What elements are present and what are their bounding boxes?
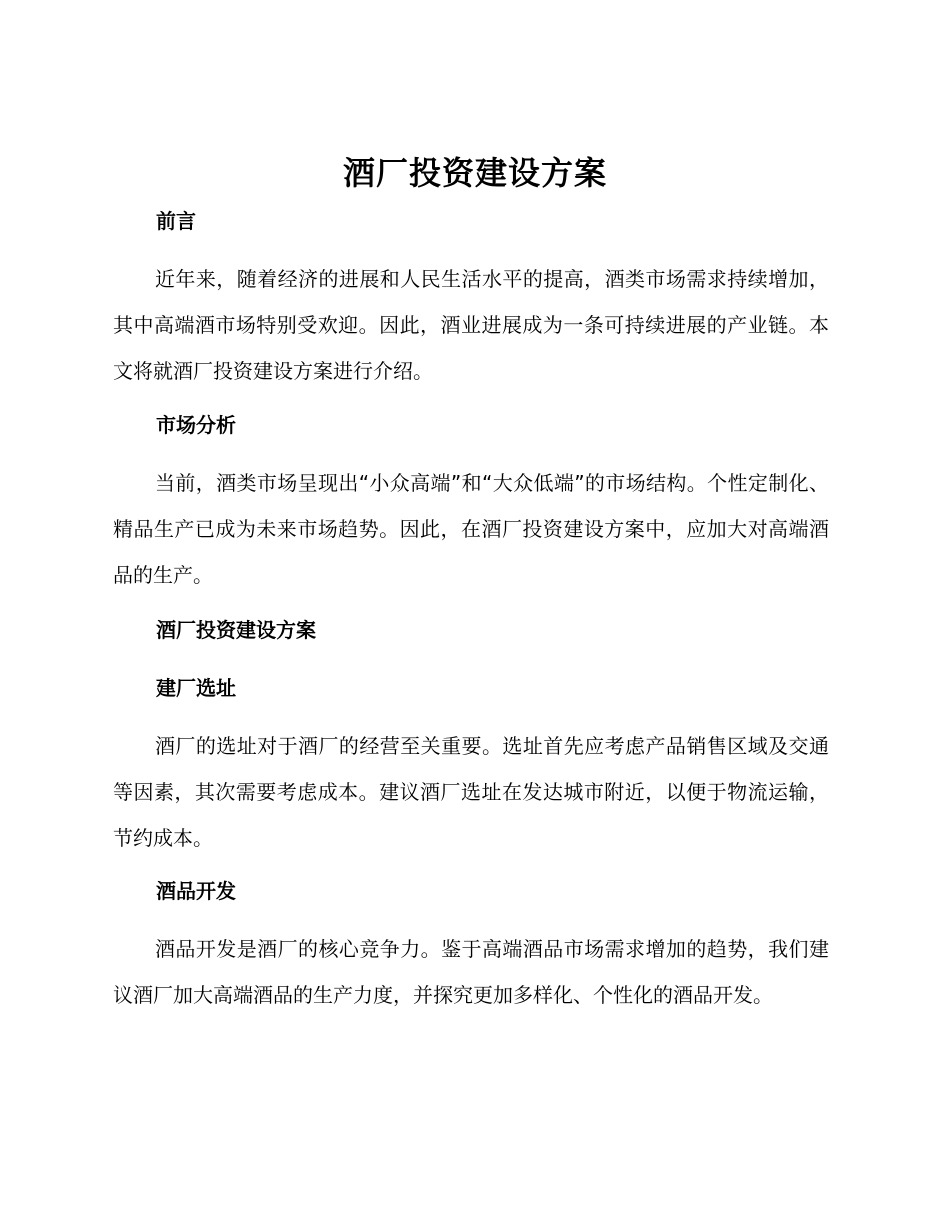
section-paragraph-product-development: 酒品开发是酒厂的核心竞争力。鉴于高端酒品市场需求增加的趋势，我们建议酒厂加大高端酒品的生产力度，并探究更加多样化、个性化的酒品开发。 bbox=[113, 937, 829, 1007]
section-heading-preface: 前言 bbox=[156, 209, 196, 233]
section-heading-product-development: 酒品开发 bbox=[156, 879, 236, 903]
section-paragraph-market-analysis: 当前，酒类市场呈现出“小众高端”和“大众低端”的市场结构。个性定制化、精品生产已成为未来市场趋势。因此，在酒厂投资建设方案中，应加大对高端酒品的生产。 bbox=[113, 471, 829, 587]
section-heading-market-analysis: 市场分析 bbox=[156, 413, 236, 437]
document-title: 酒厂投资建设方案 bbox=[342, 154, 607, 192]
section-paragraph-preface: 近年来，随着经济的进展和人民生活水平的提高，酒类市场需求持续增加，其中高端酒市场特别受欢迎。因此，酒业进展成为一条可持续进展的产业链。本文将就酒厂投资建设方案进行介绍。 bbox=[113, 267, 829, 383]
section-paragraph-site-selection: 酒厂的选址对于酒厂的经营至关重要。选址首先应考虑产品销售区域及交通等因素，其次需要考虑成本。建议酒厂选址在发达城市附近，以便于物流运输，节约成本。 bbox=[113, 734, 829, 850]
section-heading-site-selection: 建厂选址 bbox=[156, 676, 236, 700]
section-heading-investment-plan: 酒厂投资建设方案 bbox=[156, 618, 316, 642]
